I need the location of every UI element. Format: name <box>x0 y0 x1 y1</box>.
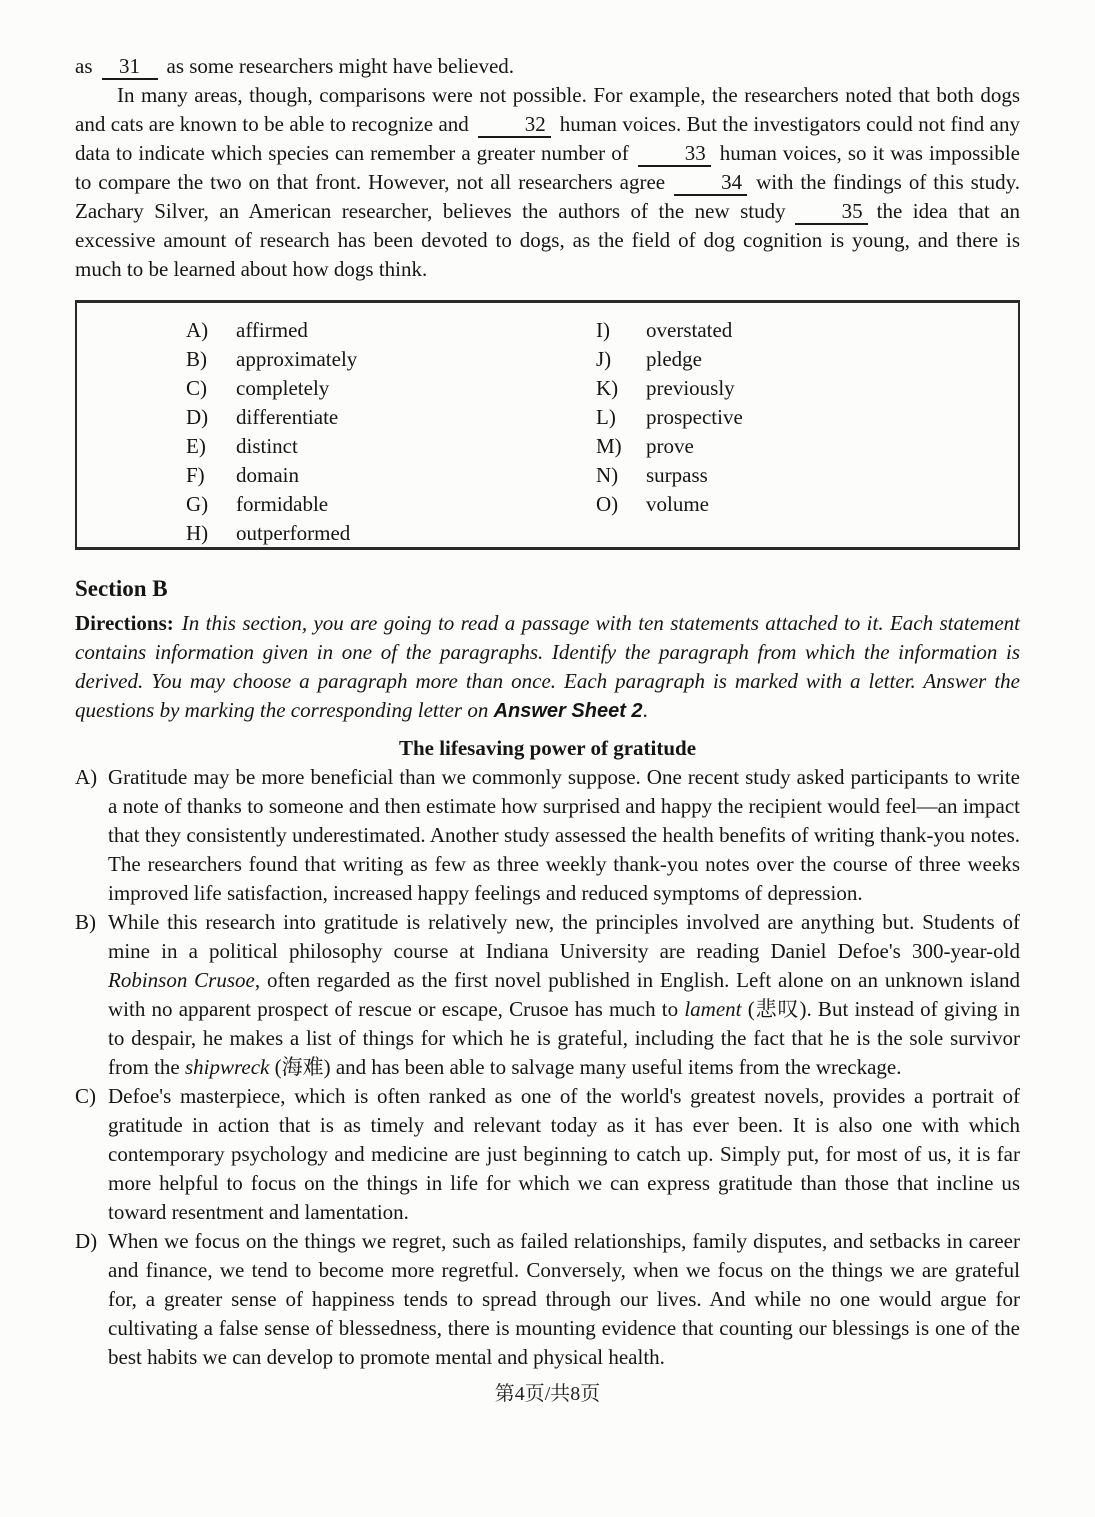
option-key: M) <box>596 434 622 458</box>
option-key: O) <box>596 492 619 516</box>
option-key: A) <box>186 318 209 342</box>
option-key: B) <box>186 347 207 371</box>
blank-35: 35 <box>795 199 868 225</box>
word-bank-left-column <box>186 316 596 548</box>
word-option <box>186 403 596 432</box>
option-word: formidable <box>236 492 329 516</box>
option-key: E) <box>186 434 206 458</box>
blank-34: 34 <box>674 170 747 196</box>
paragraph-label: D) <box>75 1229 98 1253</box>
paragraph-c <box>75 1082 1020 1227</box>
directions-text: In this section, you are going to read a passage with ten statements attached to it. Each statement contains information given in one of the paragraphs. Identify the paragraph from which the information is derived. You may choose a paragraph more than once. Each paragraph is marked with a letter. Answer the questions by marking the corresponding letter on <box>75 611 1020 722</box>
option-word: overstated <box>646 318 733 342</box>
cloze-text: human voices, so it was impossible to compare the two on that front. However, not all researchers agree <box>75 141 1020 194</box>
word-option <box>596 316 936 345</box>
option-key: J) <box>596 347 612 371</box>
option-word: differentiate <box>236 405 339 429</box>
paragraph-label: C) <box>75 1084 96 1108</box>
option-word: completely <box>236 376 330 400</box>
page-number-footer: 第4页/共8页 <box>494 1383 601 1405</box>
paragraph-text: Gratitude may be more beneficial than we commonly suppose. One recent study asked participants to write a note of thanks to someone and then estimate how surprised and happy the recipient would feel—an impact that they consistently underestimated. Another study assessed the health benefits of writing thank-you notes. The researchers found that writing as few as three weekly thank-you notes over the course of three weeks improved life satisfaction, increased happy feelings and reduced symptoms of depression. <box>108 765 1020 905</box>
option-key: G) <box>186 492 209 516</box>
paragraph-label: A) <box>75 765 98 789</box>
paragraph-text: (悲叹). But instead of giving in to despair, he makes a list of things for which he is grateful, including the fact that he is the sole survivor from the <box>108 997 1021 1079</box>
option-word: distinct <box>236 434 298 458</box>
option-word: domain <box>236 463 299 487</box>
blank-32: 32 <box>478 112 551 138</box>
option-key: L) <box>596 405 616 429</box>
word-bank-box <box>75 300 1020 550</box>
cloze-paragraph <box>75 81 1020 284</box>
option-key: K) <box>596 376 619 400</box>
paragraph-text: When we focus on the things we regret, such as failed relationships, family disputes, and setbacks in career and finance, we tend to become more regretful. Conversely, when we focus on the things we are grateful for, a greater sense of happiness tends to spread through our lives. And while no one would argue for cultivating a false sense of blessedness, there is mounting evidence that counting our blessings is one of the best habits we can develop to promote mental and physical health. <box>108 1229 1020 1369</box>
paragraph-b <box>75 908 1020 1082</box>
option-word: surpass <box>646 463 708 487</box>
option-word: approximately <box>236 347 358 371</box>
option-key: H) <box>186 521 209 545</box>
blank-33: 33 <box>638 141 711 167</box>
directions-label: Directions: <box>75 611 174 635</box>
option-key: D) <box>186 405 209 429</box>
word-option <box>186 519 596 548</box>
option-word: volume <box>646 492 709 516</box>
option-key: I) <box>596 318 610 342</box>
option-word: previously <box>646 376 735 400</box>
book-title: Robinson Crusoe <box>108 968 255 992</box>
word-option <box>596 461 936 490</box>
paragraph-text: (海难) and has been able to salvage many useful items from the wreckage. <box>269 1055 902 1079</box>
directions <box>75 609 1020 726</box>
word-option <box>186 432 596 461</box>
paragraph-text: Defoe's masterpiece, which is often ranked as one of the world's greatest novels, provides a portrait of gratitude in action that is as timely and relevant today as it has ever been. It is also one with which contemporary psychology and medicine are just beginning to catch up. Simply put, for most of us, it is far more helpful to focus on the things in life for which we can express gratitude than those that incline us toward resentment and lamentation. <box>108 1084 1020 1224</box>
option-word: outperformed <box>236 521 351 545</box>
word-option <box>596 403 936 432</box>
glossed-word: lament <box>684 997 742 1021</box>
word-option <box>186 461 596 490</box>
word-bank-right-column <box>596 316 936 519</box>
section-b-heading: Section B <box>75 576 168 601</box>
option-word: pledge <box>646 347 702 371</box>
cloze-text: as <box>75 54 93 78</box>
paragraph-text: , often regarded as the first novel published in English. Left alone on an unknown island with no apparent prospect of rescue or escape, Crusoe has much to <box>108 968 1020 1021</box>
word-option <box>186 316 596 345</box>
passage-title: The lifesaving power of gratitude <box>398 736 697 760</box>
directions-period: . <box>642 698 648 722</box>
word-option <box>186 345 596 374</box>
cloze-text: In many areas, though, comparisons were not possible. For example, the researchers noted that both dogs and cats are known to be able to recognize and <box>75 83 1020 136</box>
cloze-text: the idea that an excessive amount of research has been devoted to dogs, as the field of dog cognition is young, and there is much to be learned about how dogs think. <box>75 199 1020 281</box>
option-key: N) <box>596 463 619 487</box>
option-word: affirmed <box>236 318 308 342</box>
word-option <box>596 490 936 519</box>
answer-sheet-ref: Answer Sheet 2 <box>493 700 643 722</box>
cloze-text: human voices. But the investigators could not find any data to indicate which species can remember a greater number of <box>75 112 1020 165</box>
word-option <box>186 490 596 519</box>
word-option <box>596 432 936 461</box>
option-word: prove <box>646 434 694 458</box>
word-option <box>186 374 596 403</box>
option-word: prospective <box>646 405 743 429</box>
word-option <box>596 374 936 403</box>
cloze-text: with the findings of this study. Zachary Silver, an American researcher, believes the authors of the new study <box>75 170 1020 223</box>
blank-31: 31 <box>102 54 158 80</box>
cloze-text: as some researchers might have believed. <box>166 54 515 78</box>
word-option <box>596 345 936 374</box>
glossed-word: shipwreck <box>184 1055 270 1079</box>
paragraph-d <box>75 1227 1020 1372</box>
option-key: C) <box>186 376 207 400</box>
paragraph-a <box>75 763 1020 908</box>
option-key: F) <box>186 463 205 487</box>
paragraph-label: B) <box>75 910 96 934</box>
paragraph-text: While this research into gratitude is relatively new, the principles involved are anything but. Students of mine in a political philosophy course at Indiana University are reading Daniel Defoe's 300-year-old <box>108 910 1020 963</box>
cloze-line <box>75 52 1020 81</box>
